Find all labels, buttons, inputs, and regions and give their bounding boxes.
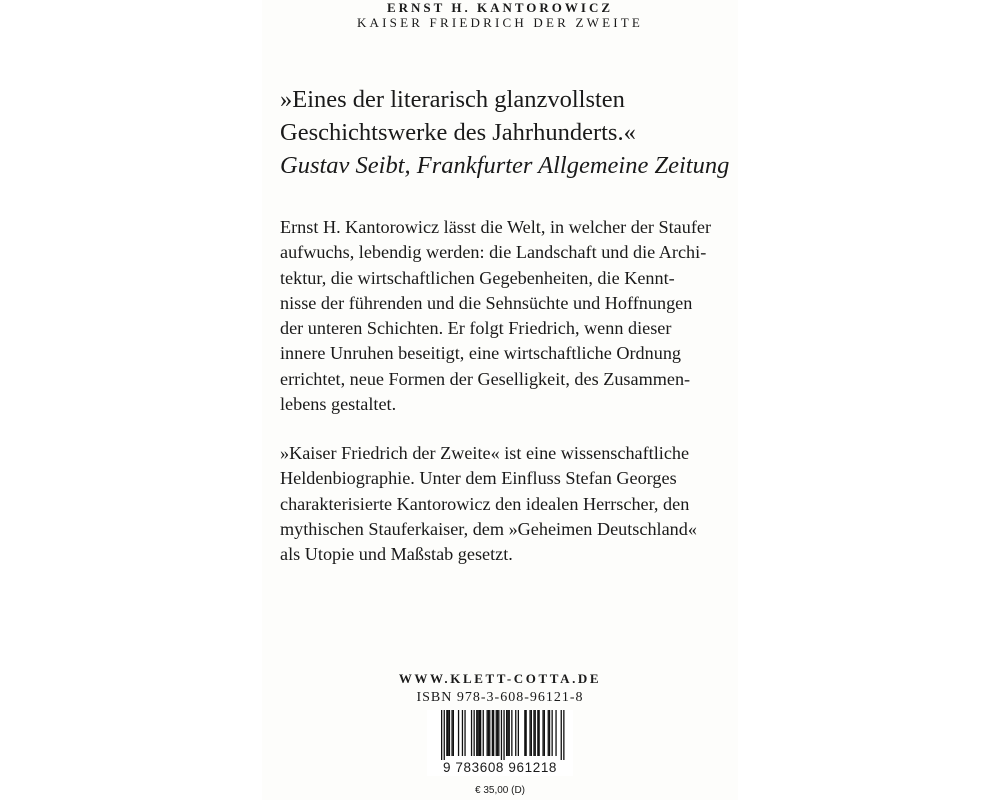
barcode-bar bbox=[549, 710, 550, 756]
barcode-bar bbox=[471, 710, 472, 756]
barcode-bar bbox=[441, 710, 442, 762]
description-paragraph-1 bbox=[280, 215, 730, 417]
barcode-bar bbox=[539, 710, 540, 756]
press-quote bbox=[280, 83, 750, 182]
barcode-bar bbox=[563, 710, 564, 762]
text-line: nisse der führenden und die Sehnsüchte und Hoffnungen bbox=[280, 292, 693, 313]
barcode-bar bbox=[476, 710, 477, 756]
author-name: ERNST H. KANTOROWICZ bbox=[386, 0, 614, 15]
barcode-bar bbox=[462, 710, 463, 756]
barcode-bar bbox=[448, 710, 449, 756]
barcode-bar bbox=[477, 710, 478, 756]
barcode-bar bbox=[479, 710, 480, 756]
barcode-bar bbox=[446, 710, 447, 756]
barcode-bar bbox=[503, 710, 504, 762]
text-line: »Kaiser Friedrich der Zweite« ist eine wissenschaftliche bbox=[280, 443, 690, 463]
barcode-bar bbox=[552, 710, 553, 756]
publisher-website: WWW.KLETT-COTTA.DE bbox=[398, 671, 602, 686]
barcode-bar bbox=[518, 710, 519, 756]
barcode-bar bbox=[474, 710, 475, 756]
barcode-bar bbox=[487, 710, 488, 756]
barcode-bar bbox=[449, 710, 450, 756]
barcode-bar bbox=[451, 710, 452, 756]
barcode-bar bbox=[480, 710, 481, 756]
barcode-bar bbox=[529, 710, 530, 756]
barcode-bar bbox=[509, 710, 510, 756]
barcode-bar bbox=[492, 710, 493, 756]
text-line: lebens gestaltet. bbox=[280, 394, 397, 415]
text-line: der unteren Schichten. Er folgt Friedrich, wenn dieser bbox=[280, 318, 672, 339]
barcode-bar bbox=[526, 710, 527, 756]
barcode-bar bbox=[506, 710, 507, 756]
barcode-bar bbox=[488, 710, 489, 756]
book-title: KAISER FRIEDRICH DER ZWEITE bbox=[356, 15, 644, 30]
text-line: aufwuchs, lebendig werden: die Landschaft und die Archi- bbox=[280, 242, 707, 263]
barcode-bar bbox=[493, 710, 494, 756]
description-paragraph-2 bbox=[280, 441, 730, 567]
barcode-bar bbox=[496, 710, 497, 756]
barcode-bar bbox=[507, 710, 508, 756]
barcode-bar bbox=[535, 710, 536, 756]
barcode-bar bbox=[537, 710, 538, 756]
text-line: errichtet, neue Formen der Geselligkeit, des Zusammen- bbox=[280, 368, 691, 389]
barcode-bar bbox=[444, 710, 445, 762]
text-line: tektur, die wirtschaftlichen Gegebenheiten, die Kennt- bbox=[280, 267, 675, 288]
price: € 35,00 (D) bbox=[474, 785, 526, 796]
barcode-bar bbox=[511, 710, 512, 756]
text-line: als Utopie und Maßstab gesetzt. bbox=[280, 544, 513, 565]
barcode-bar bbox=[531, 710, 532, 756]
barcode-bar bbox=[498, 710, 499, 756]
barcode-bar bbox=[483, 710, 484, 756]
barcode-bar bbox=[458, 710, 459, 756]
text-line: Ernst H. Kantorowicz lässt die Welt, in welcher der Staufer bbox=[280, 217, 712, 237]
barcode-bar bbox=[548, 710, 549, 756]
text-line: innere Unruhen beseitigt, eine wirtschaftliche Ordnung bbox=[280, 343, 682, 364]
barcode-bar bbox=[515, 710, 516, 756]
barcode-bar bbox=[561, 710, 562, 762]
barcode-bars-icon bbox=[427, 710, 573, 762]
barcode-bar bbox=[453, 710, 454, 756]
quote-source: Gustav Seibt, Frankfurter Allgemeine Zeitung bbox=[280, 152, 730, 179]
barcode-bar bbox=[533, 710, 534, 756]
barcode-bar bbox=[542, 710, 543, 756]
text-line: mythischen Stauferkaiser, dem »Geheimen Deutschland« bbox=[280, 518, 697, 539]
barcode-digits: 9 783608 961218 bbox=[427, 760, 573, 776]
barcode bbox=[427, 710, 573, 776]
text-line: charakterisierte Kantorowicz den idealen Herrscher, den bbox=[280, 493, 690, 514]
quote-line: »Eines der literarisch glanzvollsten bbox=[280, 86, 625, 113]
text-line: Heldenbiographie. Unter dem Einfluss Stefan Georges bbox=[280, 468, 677, 489]
barcode-bar bbox=[489, 710, 490, 756]
barcode-bar bbox=[524, 710, 525, 756]
barcode-bar bbox=[544, 710, 545, 756]
barcode-bar bbox=[497, 710, 498, 756]
isbn-number: ISBN 978-3-608-96121-8 bbox=[416, 690, 584, 705]
barcode-bar bbox=[464, 710, 465, 756]
barcode-bar bbox=[555, 710, 556, 756]
barcode-bar bbox=[501, 710, 502, 762]
quote-line: Geschichtswerke des Jahrhunderts.« bbox=[280, 119, 636, 146]
